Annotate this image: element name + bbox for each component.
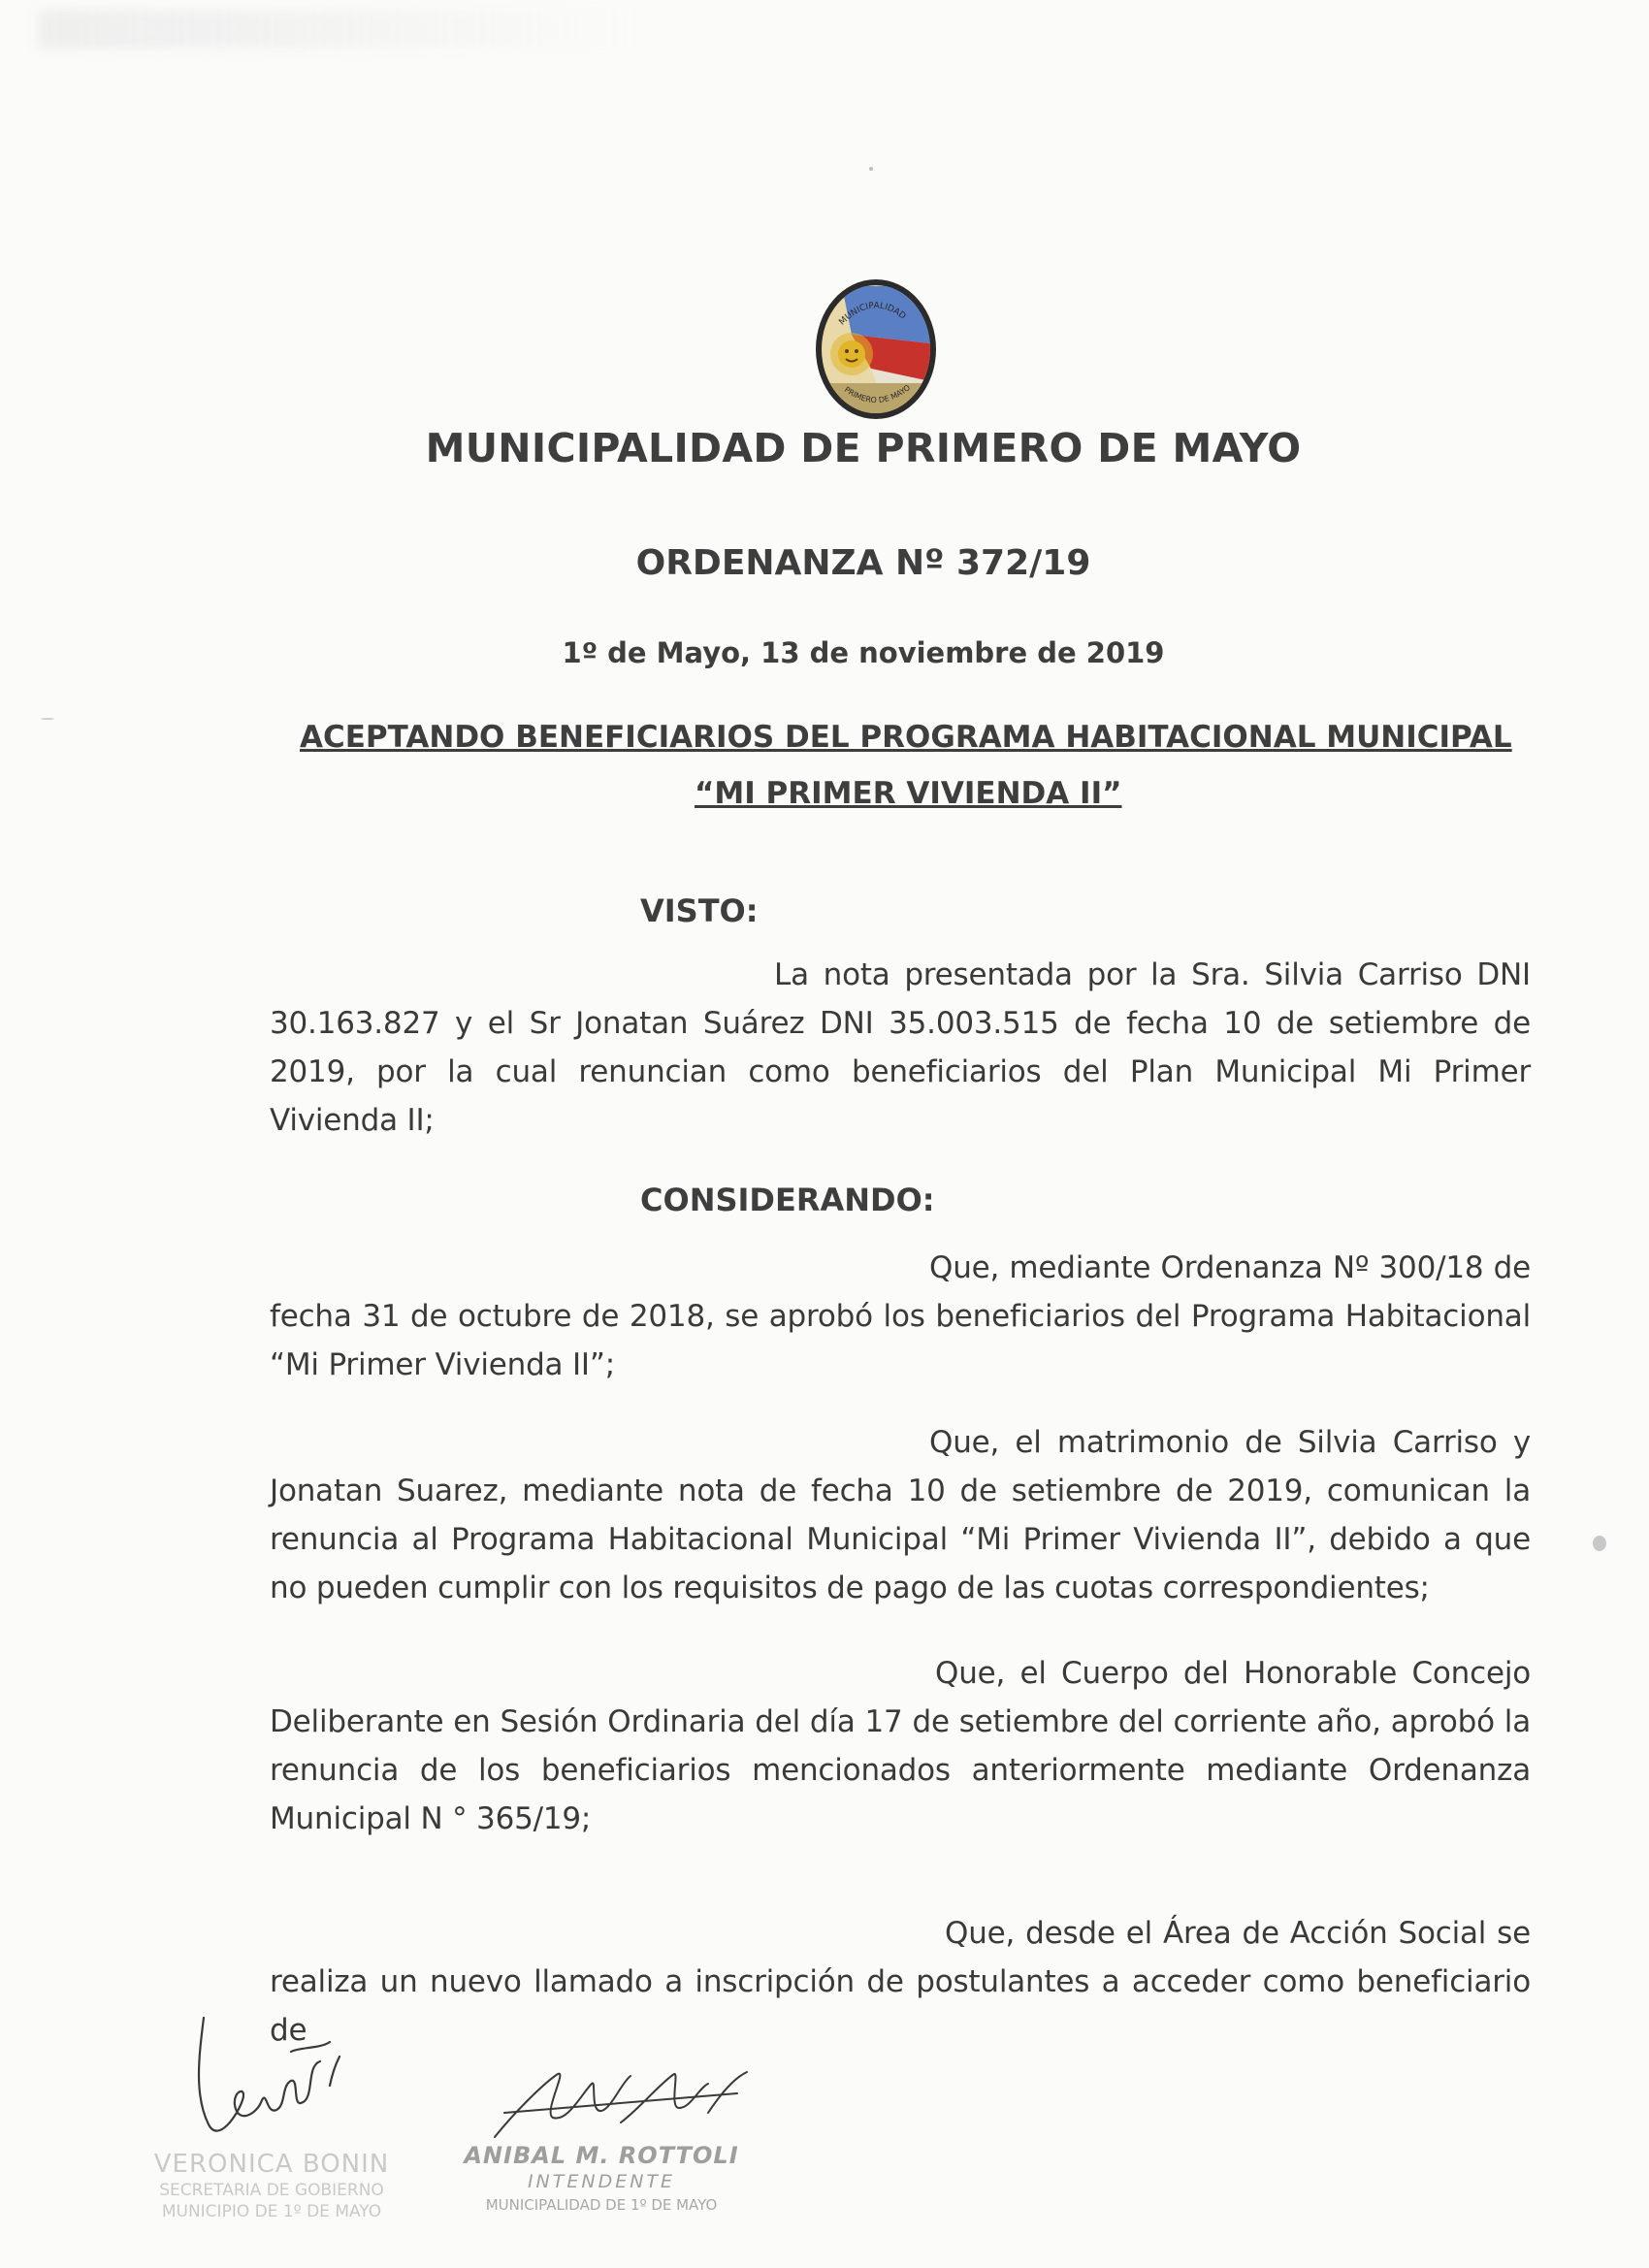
- paragraph-text: fecha 31 de octubre de 2018, se aprobó los beneficiarios del Programa Habitacional “Mi Primer Vivienda II”;: [270, 1299, 1531, 1382]
- considerando-label: CONSIDERANDO:: [640, 1182, 935, 1218]
- signer-name: VERONICA BONIN: [153, 2150, 390, 2179]
- signer-role: SECRETARIA DE GOBIERNO: [159, 2181, 384, 2200]
- visto-label: VISTO:: [640, 892, 759, 929]
- scan-speck: [41, 718, 54, 720]
- paragraph-text: Jonatan Suarez, mediante nota de fecha 10 de setiembre de 2019, comunican la renuncia al Programa Habitacional Municipal “Mi Primer Vivienda II”, debido a que no pueden cumplir con los requisitos de pago de las cuotas correspondientes;: [270, 1474, 1531, 1605]
- visto-text: 30.163.827 y el Sr Jonatan Suárez DNI 35.003.515 de fecha 10 de setiembre de 2019, por la cual renuncian como beneficiarios del Plan Municipal Mi Primer Vivienda II;: [270, 1006, 1531, 1138]
- signature-stamp-right: [456, 2142, 747, 2214]
- considerando-paragraph: [270, 1649, 1531, 1843]
- scan-speck: [1593, 1536, 1606, 1551]
- paragraph-text: realiza un nuevo llamado a inscripción de postulantes a acceder como beneficiario de: [270, 1964, 1531, 2048]
- seal-text-top: MUNICIPALIDAD: [837, 301, 908, 328]
- considerando-paragraph: [270, 1909, 1531, 2055]
- paragraph-lead: Que, desde el Área de Acción Social se: [945, 1916, 1531, 1951]
- visto-lead: La nota presentada por la Sra. Silvia Carriso DNI: [774, 957, 1531, 992]
- seal-text-bottom: PRIMERO DE MAYO: [842, 382, 913, 405]
- signature-left-icon: [184, 2008, 359, 2154]
- signer-org: MUNICIPIO DE 1º DE MAYO: [161, 2202, 382, 2221]
- subject-line-2: “MI PRIMER VIVIENDA II”: [695, 776, 1122, 811]
- visto-paragraph: [270, 951, 1531, 1145]
- ordinance-date: 1º de Mayo, 13 de noviembre de 2019: [562, 636, 1165, 669]
- scan-shadow: [39, 10, 640, 49]
- scan-speck: [869, 167, 873, 171]
- signature-right-icon: [475, 2055, 766, 2152]
- considerando-paragraph: [270, 1418, 1531, 1612]
- signature-stamp-left: [136, 2150, 407, 2221]
- signer-name: ANIBAL M. ROTTOLI: [464, 2142, 739, 2169]
- subject-line-1: ACEPTANDO BENEFICIARIOS DEL PROGRAMA HABITACIONAL MUNICIPAL: [300, 720, 1512, 755]
- municipality-title: MUNICIPALIDAD DE PRIMERO DE MAYO: [425, 425, 1302, 471]
- municipal-seal-icon: [813, 276, 939, 422]
- paragraph-lead: Que, mediante Ordenanza Nº 300/18 de: [929, 1250, 1531, 1285]
- signer-role: INTENDENTE: [527, 2171, 676, 2192]
- ordinance-number: ORDENANZA Nº 372/19: [635, 543, 1091, 583]
- considerando-paragraph: [270, 1244, 1531, 1389]
- paragraph-lead: Que, el Cuerpo del Honorable Concejo: [935, 1656, 1531, 1691]
- paragraph-lead: Que, el matrimonio de Silvia Carriso y: [929, 1425, 1531, 1460]
- signer-org: MUNICIPALIDAD DE 1º DE MAYO: [485, 2196, 718, 2214]
- paragraph-text: Deliberante en Sesión Ordinaria del día 17 de setiembre del corriente año, aprobó la renuncia de los beneficiarios mencionados anteriormente mediante Ordenanza Municipal N ° 365/19;: [270, 1704, 1531, 1836]
